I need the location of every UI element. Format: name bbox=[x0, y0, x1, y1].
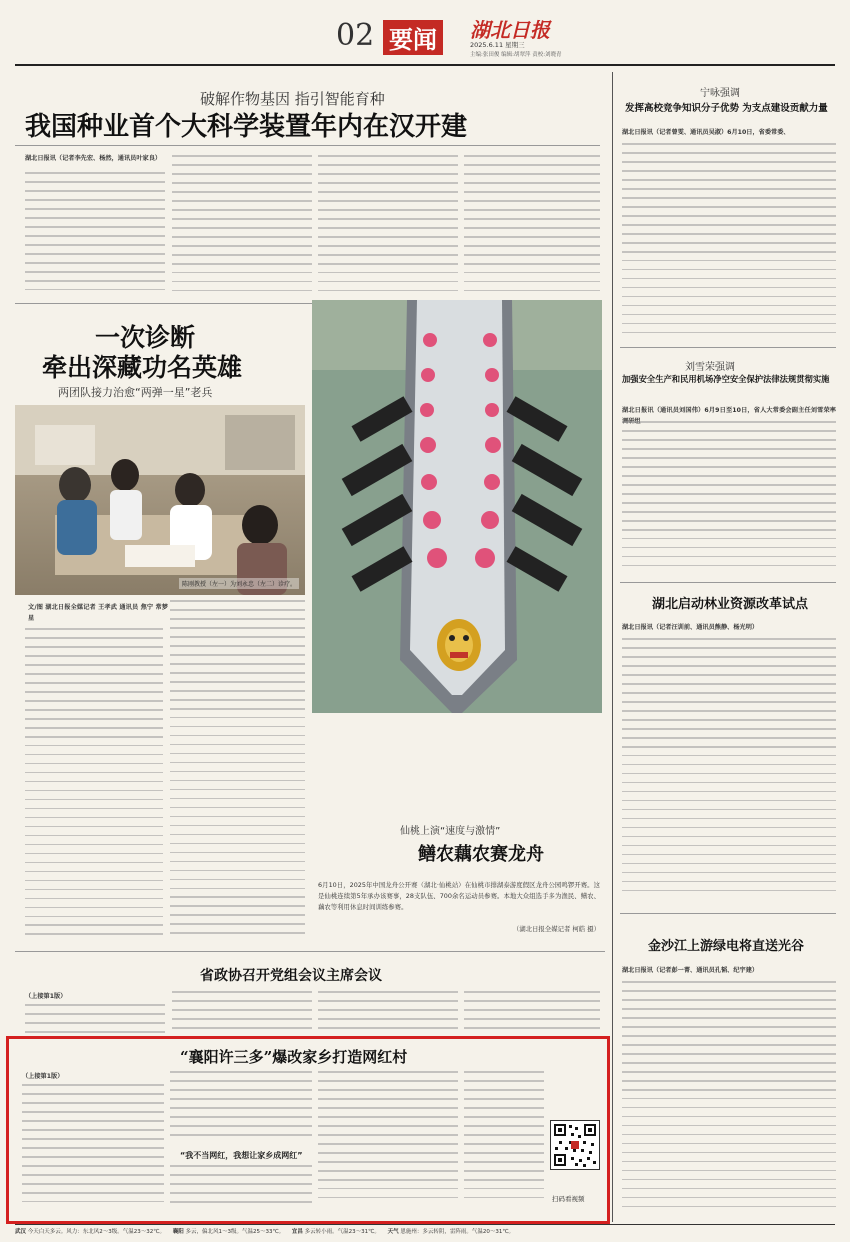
qr-code[interactable] bbox=[550, 1120, 600, 1170]
qr-label: 扫码看视频 bbox=[552, 1195, 585, 1203]
weather-city: 武汉 bbox=[15, 1229, 27, 1235]
lead-body-4 bbox=[464, 155, 600, 296]
feature-credit: （湖北日报全媒记者 柯皓 摄） bbox=[512, 925, 600, 933]
weather-city: 襄阳 bbox=[172, 1229, 184, 1235]
cppcc-rule bbox=[15, 951, 605, 952]
lead-body-2 bbox=[172, 155, 312, 296]
right4-rule bbox=[620, 913, 836, 914]
right1-kicker: 宁咏强调 bbox=[700, 88, 740, 99]
lead-byline: 湖北日报讯（记者李先宏、杨然，通讯员叶家良） bbox=[25, 155, 162, 162]
highlight-body-4 bbox=[318, 1071, 458, 1212]
column-divider bbox=[612, 72, 613, 1222]
weather-text: 多云转小雨。气温23～31℃。 bbox=[304, 1229, 380, 1235]
page-number: 02 bbox=[336, 18, 375, 53]
doctor-consult-photo bbox=[15, 405, 305, 595]
dragon-boat-photo bbox=[312, 300, 602, 713]
highlight-headline: “襄阳许三多”爆改家乡打造网红村 bbox=[180, 1048, 408, 1066]
right2-byline: 湖北日报讯（通讯员刘国伟）6月9日至10日，省人大常委会副主任刘雪荣率 bbox=[622, 407, 836, 414]
feature-kicker: 仙桃上演“速度与激情” bbox=[400, 826, 501, 837]
cppcc-body-4 bbox=[464, 991, 600, 1034]
feature-caption: 6月10日，2025年中国龙舟公开赛（湖北·仙桃站）在仙桃市排湖泰游度假区龙舟公园鸣锣开赛。这是仙桃连续第5年承办该赛事，28支队伍、700余名运动员参赛。本地大众组选手多为渔民、鳝农、藕农等利用休息时间训练参赛。 bbox=[318, 881, 600, 911]
cppcc-body-1 bbox=[25, 1004, 165, 1034]
left-body-2 bbox=[170, 600, 305, 946]
left-byline: 文/图 湖北日报全媒记者 王孝武 通讯员 焦宁 常梦星 bbox=[28, 604, 168, 622]
cppcc-body-3 bbox=[318, 991, 458, 1034]
cppcc-headline: 省政协召开党组会议主席会议 bbox=[200, 968, 382, 984]
right1-body bbox=[622, 143, 836, 343]
masthead bbox=[0, 0, 850, 66]
masthead-rule bbox=[15, 64, 835, 66]
right1-byline: 湖北日报讯（记者曾雯、通讯员吴淑）6月10日，省委常委、 bbox=[622, 129, 790, 136]
right1-headline: 发挥高校竞争知识分子优势 为支点建设贡献力量 bbox=[625, 103, 828, 114]
right4-byline: 湖北日报讯（记者彭一菁、通讯员孔韬、纪宇建） bbox=[622, 967, 759, 974]
left-headline-1: 一次诊断 bbox=[95, 323, 196, 352]
right3-body bbox=[622, 638, 836, 906]
highlight-body-1 bbox=[22, 1084, 164, 1212]
lead-body bbox=[25, 172, 165, 296]
lead-headline: 我国种业首个大科学装置年内在汉开建 bbox=[25, 112, 468, 142]
weather-rule bbox=[15, 1224, 835, 1225]
weather-text: 多云，偏北风1～3级。气温25～33℃。 bbox=[185, 1229, 285, 1235]
right2-headline: 加强安全生产和民用机场净空安全保护法律法规贯彻实施 bbox=[622, 374, 830, 384]
weather-text: 今天白天多云。风力：东北风2～3级。气温23～32℃。 bbox=[27, 1229, 165, 1235]
cppcc-byline: （上接第1版） bbox=[25, 993, 67, 1000]
right2-body bbox=[622, 421, 836, 576]
weather-text: 恩施州：多云转阴，雷阵雨。气温20～31℃。 bbox=[400, 1229, 515, 1235]
highlight-body-3 bbox=[170, 1165, 312, 1212]
right3-headline: 湖北启动林业资源改革试点 bbox=[652, 597, 809, 612]
right4-body bbox=[622, 981, 836, 1226]
cppcc-body-2 bbox=[172, 991, 312, 1034]
left-body-1 bbox=[25, 628, 163, 946]
weather-city: 天气 bbox=[387, 1229, 399, 1235]
right2-rule bbox=[620, 347, 836, 348]
lead-body-3 bbox=[318, 155, 458, 296]
photo-caption: 陈刚教授（左一）为刘永忠（左二）诊疗。 bbox=[179, 578, 299, 589]
highlight-body-2 bbox=[170, 1071, 312, 1146]
right4-headline: 金沙江上游绿电将直送光谷 bbox=[648, 939, 805, 954]
left-subhead: 两团队接力治愈“两弹一星”老兵 bbox=[58, 386, 213, 399]
paper-logo: 湖北日报 bbox=[470, 18, 550, 42]
weather-strip bbox=[15, 1227, 835, 1241]
highlight-body-5 bbox=[464, 1071, 544, 1212]
highlight-byline: （上接第1版） bbox=[22, 1073, 64, 1080]
lead-rule bbox=[15, 145, 600, 146]
section-label: 要闻 bbox=[383, 20, 443, 55]
right2-kicker: 刘雪荣强调 bbox=[685, 362, 735, 373]
editor-credits: 主编:张田俊 编辑:胡翠萍 责校:刘晓青 bbox=[470, 52, 562, 58]
feature-headline: 鳝农藕农赛龙舟 bbox=[418, 844, 544, 865]
right3-rule bbox=[620, 582, 836, 583]
lead-kicker: 破解作物基因 指引智能育种 bbox=[200, 90, 385, 108]
left-headline-2: 牵出深藏功名英雄 bbox=[42, 353, 243, 382]
issue-date: 2025.6.11 星期三 bbox=[470, 41, 525, 49]
weather-city: 宜昌 bbox=[291, 1229, 303, 1235]
highlight-subhead: “我不当网红，我想让家乡成网红” bbox=[180, 1151, 303, 1160]
right3-byline: 湖北日报讯（记者汪训前、通讯员熊静、杨光明） bbox=[622, 624, 759, 631]
